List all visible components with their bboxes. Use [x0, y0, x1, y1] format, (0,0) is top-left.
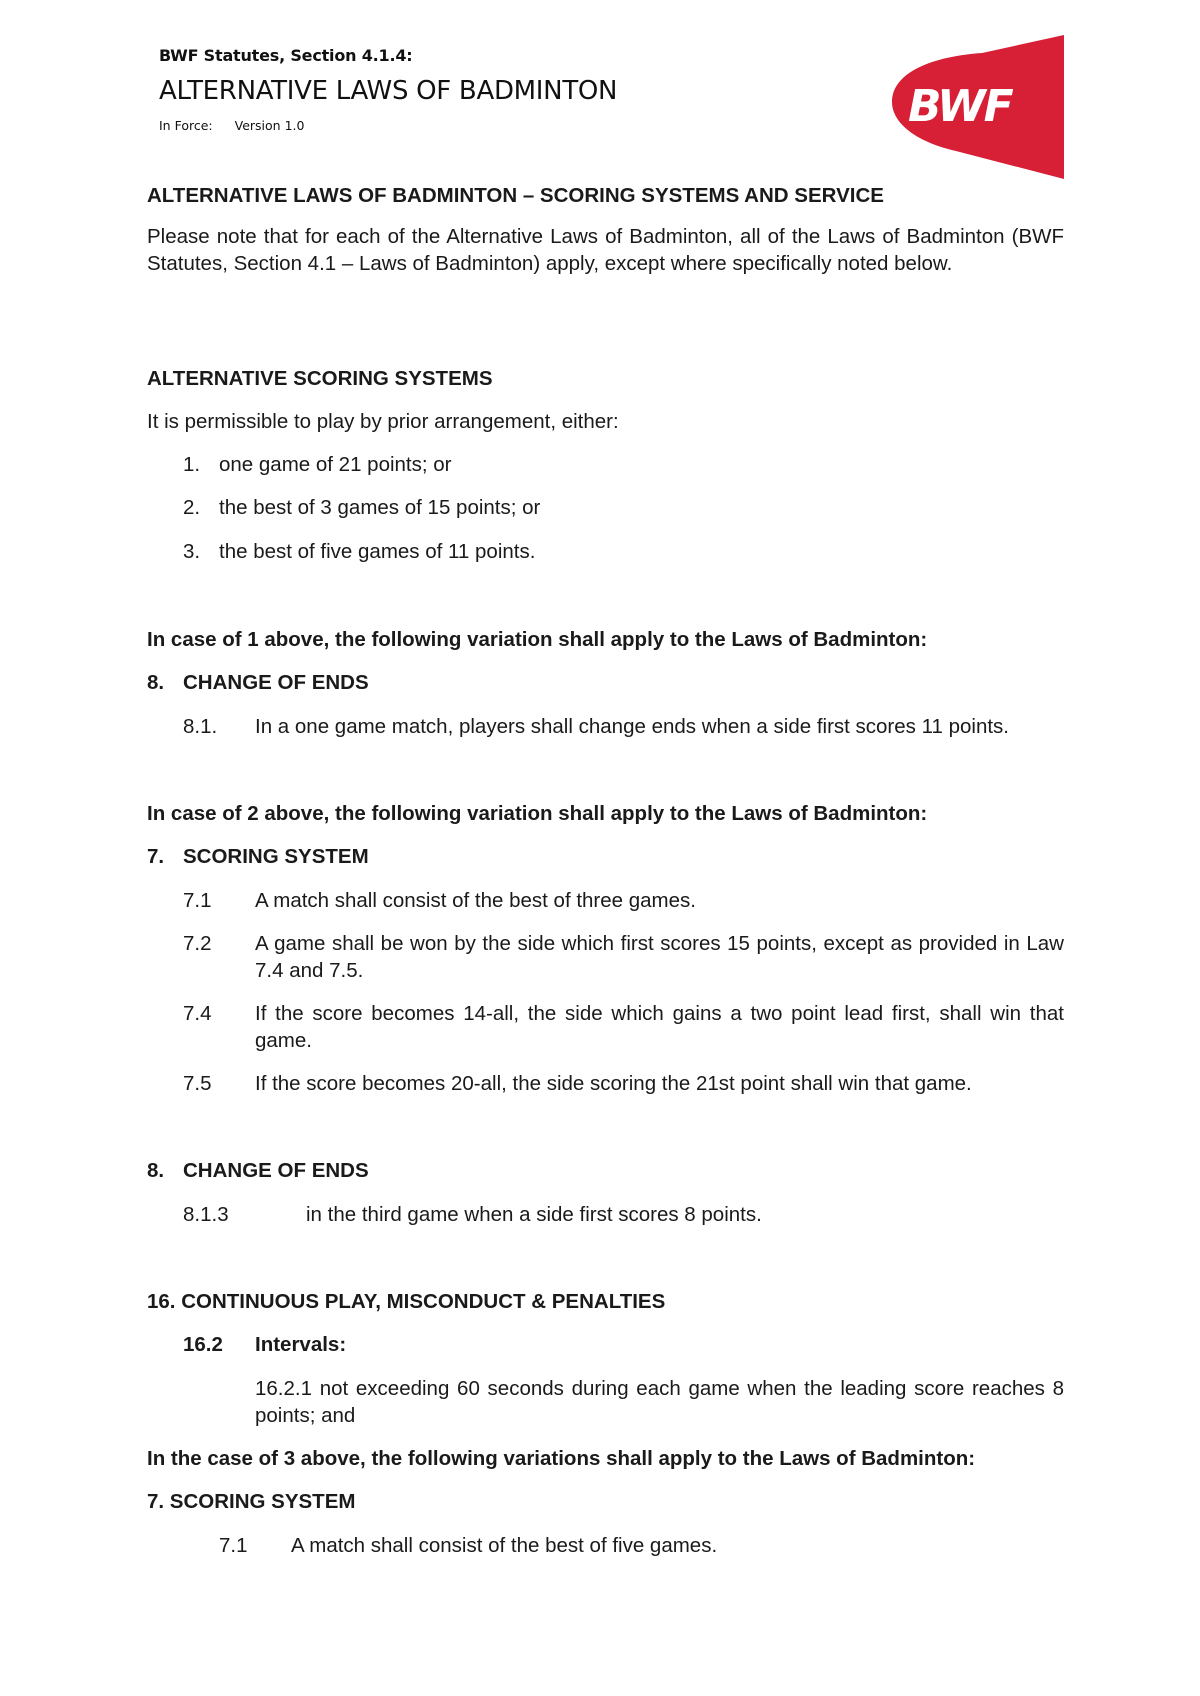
- option-text: the best of five games of 11 points.: [219, 540, 536, 563]
- option-number: 1.: [183, 453, 201, 476]
- clause-number: 16.2.1: [255, 1377, 312, 1400]
- law-title: CHANGE OF ENDS: [183, 671, 369, 694]
- law-number: 8.: [147, 1159, 165, 1182]
- sub-law-number: 16.2: [183, 1333, 223, 1356]
- intro-heading: ALTERNATIVE LAWS OF BADMINTON – SCORING SYSTEMS AND SERVICE: [147, 184, 884, 207]
- clause-text: not exceeding 60 seconds during each game when the leading score reaches 8 points; and: [255, 1377, 1064, 1427]
- clause-text: If the score becomes 20-all, the side scoring the 21st point shall win that game.: [255, 1072, 972, 1095]
- clause-number: 7.1: [219, 1534, 248, 1557]
- case3-law7-heading: 7. SCORING SYSTEM: [147, 1490, 356, 1513]
- clause-text: If the score becomes 14-all, the side which gains a two point lead first, shall win that game.: [255, 1002, 1064, 1052]
- law-number: 8.: [147, 671, 165, 694]
- clause-text-block: [255, 1375, 1064, 1429]
- scoring-heading: ALTERNATIVE SCORING SYSTEMS: [147, 367, 493, 390]
- option-text: the best of 3 games of 15 points; or: [219, 496, 541, 519]
- document-title: ALTERNATIVE LAWS OF BADMINTON: [159, 76, 618, 106]
- case3-heading: In the case of 3 above, the following variations shall apply to the Laws of Badminton:: [147, 1447, 976, 1470]
- clause-number: 7.2: [183, 932, 212, 955]
- in-force-line: [159, 118, 304, 133]
- clause-text: A match shall consist of the best of three games.: [255, 889, 696, 912]
- law-title: SCORING SYSTEM: [183, 845, 369, 868]
- version-label: Version 1.0: [234, 118, 305, 133]
- case1-heading: In case of 1 above, the following variation shall apply to the Laws of Badminton:: [147, 628, 928, 651]
- case2-heading: In case of 2 above, the following variation shall apply to the Laws of Badminton:: [147, 802, 928, 825]
- clause-number: 7.1: [183, 889, 212, 912]
- in-force-label: In Force:: [159, 118, 213, 133]
- clause-text: in the third game when a side first scores 8 points.: [306, 1203, 762, 1226]
- sub-law-title: Intervals:: [255, 1333, 347, 1356]
- intro-paragraph: Please note that for each of the Alternative Laws of Badminton, all of the Laws of Badminton (BWF Statutes, Section 4.1 – Laws of Badminton) apply, except where specifically noted below.: [147, 225, 1064, 275]
- option-number: 2.: [183, 496, 201, 519]
- option-text: one game of 21 points; or: [219, 453, 452, 476]
- statute-section: BWF Statutes, Section 4.1.4:: [159, 46, 413, 65]
- clause-number: 8.1.3: [183, 1203, 229, 1226]
- logo-wordmark: BWF: [908, 81, 1012, 132]
- clause-text: In a one game match, players shall change ends when a side first scores 11 points.: [255, 715, 1009, 738]
- case2-law16-heading: 16. CONTINUOUS PLAY, MISCONDUCT & PENALTIES: [147, 1290, 666, 1313]
- law-title: CHANGE OF ENDS: [183, 1159, 369, 1182]
- law-number: 7.: [147, 845, 165, 868]
- bwf-logo: [886, 35, 1064, 179]
- scoring-lead: It is permissible to play by prior arrangement, either:: [147, 410, 619, 433]
- option-number: 3.: [183, 540, 201, 563]
- clause-number: 7.5: [183, 1072, 212, 1095]
- clause-text: A game shall be won by the side which first scores 15 points, except as provided in Law 7.4 and 7.5.: [255, 932, 1064, 982]
- clause-number: 7.4: [183, 1002, 212, 1025]
- clause-number: 8.1.: [183, 715, 218, 738]
- clause-text: A match shall consist of the best of five games.: [291, 1534, 718, 1557]
